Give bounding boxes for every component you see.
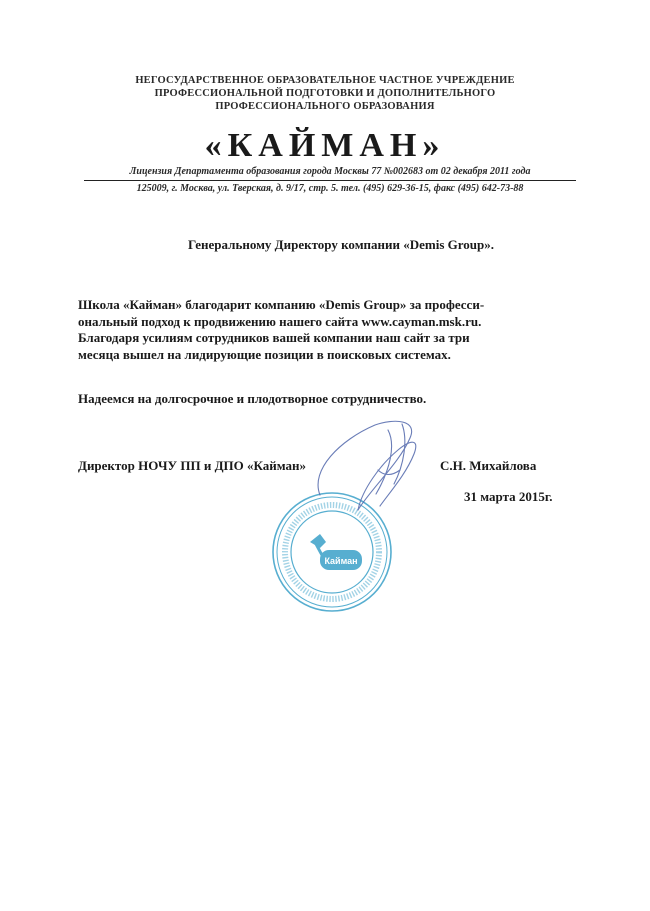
org-line-3: ПРОФЕССИОНАЛЬНОГО ОБРАЗОВАНИЯ	[215, 101, 435, 112]
signer-name: С.Н. Михайлова	[440, 458, 537, 473]
letter-date: 31 марта 2015г.	[464, 489, 553, 504]
org-line-2: ПРОФЕССИОНАЛЬНОЙ ПОДГОТОВКИ И ДОПОЛНИТЕЛЬНОГО	[154, 88, 496, 99]
body-line-1: Школа «Кайман» благодарит компанию «Demis Group» за професси-	[78, 297, 485, 312]
letter-body	[78, 297, 578, 363]
handwritten-signature	[300, 410, 440, 530]
body-line-3: Благодаря усилиям сотрудников вашей компании наш сайт за три	[78, 330, 470, 345]
address-line: 125009, г. Москва, ул. Тверская, д. 9/17, стр. 5. тел. (495) 629-36-15, факс (495) 642-73-88	[136, 183, 524, 194]
body-line-4: месяца вышел на лидирующие позиции в поисковых системах.	[78, 346, 451, 362]
brand-title: «КАЙМАН»	[204, 127, 446, 164]
letterhead-divider	[84, 180, 576, 181]
license-line: Лицензия Департамента образования города Москвы 77 №002683 от 02 декабря 2011 года	[129, 166, 531, 177]
stamp-logo	[310, 534, 362, 570]
closing-line: Надеемся на долгосрочное и плодотворное сотрудничество.	[78, 391, 427, 406]
org-line-1: НЕГОСУДАРСТВЕННОЕ ОБРАЗОВАТЕЛЬНОЕ ЧАСТНОЕ УЧРЕЖДЕНИЕ	[135, 75, 515, 86]
addressee: Генеральному Директору компании «Demis Group».	[188, 237, 495, 252]
signer-title: Директор НОЧУ ПП и ДПО «Кайман»	[78, 458, 306, 473]
body-line-2: ональный подход к продвижению нашего сайта www.cayman.msk.ru.	[78, 313, 482, 329]
organization-name	[0, 74, 650, 113]
stamp-logo-text: Кайман	[324, 556, 358, 566]
